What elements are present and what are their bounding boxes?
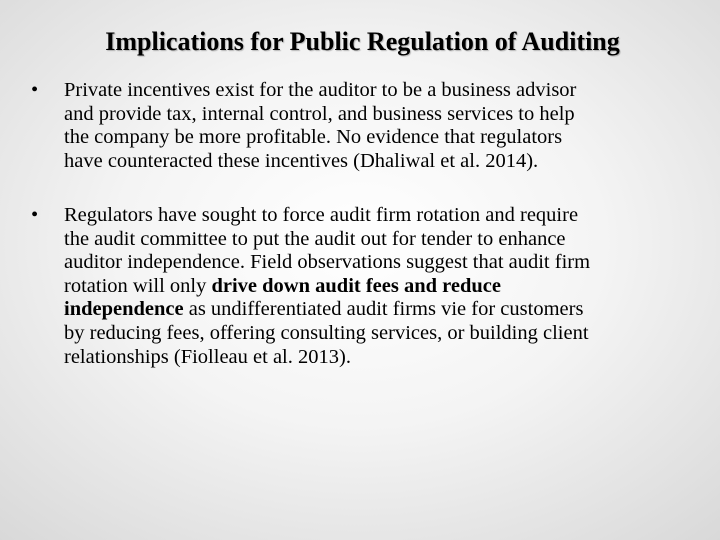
text-line: by reducing fees, offering consulting services, or building client xyxy=(64,321,589,344)
text-line: auditor independence. Field observations suggest that audit firm xyxy=(64,251,591,274)
slide-title: Implications for Public Regulation of Auditing xyxy=(105,27,620,56)
bullet-icon: • xyxy=(31,79,39,101)
text-line: relationships (Fiolleau et al. 2013). xyxy=(64,345,351,368)
text-line: the company be more profitable. No evidence that regulators xyxy=(64,126,563,149)
text-line: Regulators have sought to force audit firm rotation and require xyxy=(64,204,579,226)
text-line: and provide tax, internal control, and business services to help xyxy=(64,102,575,125)
text: rotation will only xyxy=(64,274,212,297)
emphasis-text: independence xyxy=(64,298,184,321)
text-line: Private incentives exist for the auditor to be a business advisor xyxy=(64,79,577,101)
text-line: have counteracted these incentives (Dhaliwal et al. 2014). xyxy=(64,149,539,172)
bullet-icon: • xyxy=(31,204,39,226)
text-line: the audit committee to put the audit out for tender to enhance xyxy=(64,227,566,250)
emphasis-text: drive down audit fees and reduce xyxy=(211,274,501,297)
text-line xyxy=(64,298,590,322)
text: as undifferentiated audit firms vie for customers xyxy=(183,298,584,321)
text-line xyxy=(64,275,590,299)
